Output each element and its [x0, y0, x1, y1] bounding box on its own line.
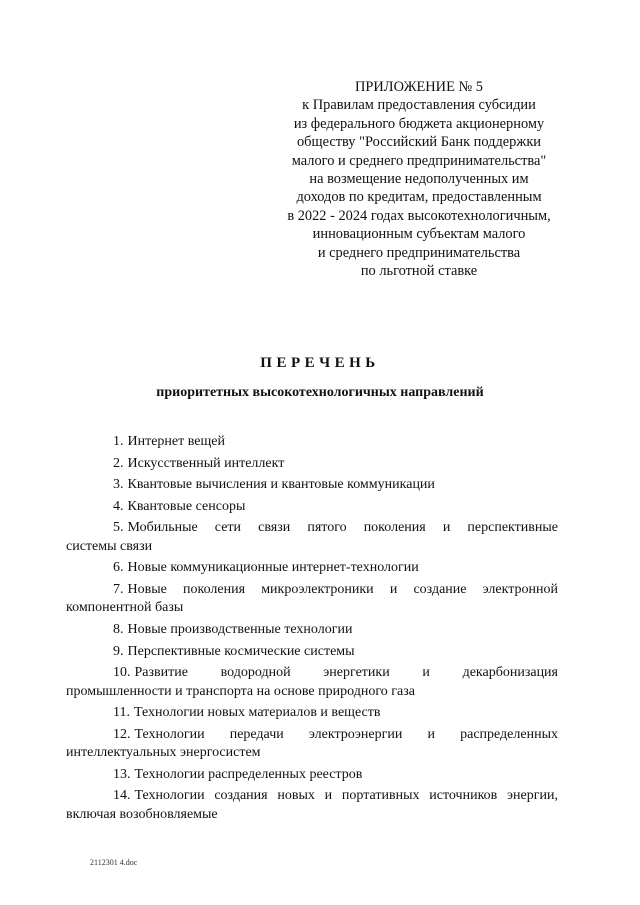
item-text: Новые производственные технологии — [127, 621, 353, 637]
item-text: Мобильные сети связи пятого поколения и перспективные — [127, 520, 558, 536]
list-item — [66, 455, 558, 473]
item-number: 12. — [113, 726, 131, 742]
list-item — [66, 787, 558, 824]
item-number: 2. — [113, 455, 124, 471]
item-text: Технологии распределенных реестров — [134, 766, 363, 782]
item-number: 3. — [113, 477, 124, 493]
item-number: 4. — [113, 498, 124, 514]
item-text: Квантовые вычисления и квантовые коммуникации — [127, 477, 435, 493]
appendix-line: обществу "Российский Банк поддержки — [296, 134, 542, 151]
item-text: Технологии новых материалов и веществ — [133, 705, 381, 721]
item-number: 8. — [113, 621, 124, 637]
item-text: Новые коммуникационные интернет-технологии — [127, 560, 419, 576]
item-text: Искусственный интеллект — [127, 455, 285, 471]
appendix-line: на возмещение недополученных им — [309, 171, 529, 188]
list-item — [66, 664, 558, 701]
item-text: Перспективные космические системы — [127, 643, 355, 659]
appendix-line: доходов по кредитам, предоставленным — [296, 189, 542, 206]
list-item — [66, 766, 558, 784]
item-number: 14. — [113, 788, 131, 804]
list-item — [66, 476, 558, 494]
item-text-continuation: промышленности и транспорта на основе природного газа — [66, 683, 415, 699]
item-text: Интернет вещей — [127, 434, 225, 449]
item-text: Технологии передачи электроэнергии и распределенных — [134, 726, 558, 742]
item-number: 10. — [113, 665, 131, 681]
appendix-line: по льготной ставке — [360, 263, 478, 280]
directions-list — [66, 433, 558, 827]
list-item — [66, 726, 558, 763]
appendix-line: из федерального бюджета акционерному — [293, 115, 545, 132]
item-number: 5. — [113, 520, 124, 536]
item-number: 7. — [113, 581, 124, 597]
item-number: 9. — [113, 643, 124, 659]
appendix-line: и среднего предпринимательства — [317, 244, 521, 261]
appendix-line: малого и среднего предпринимательства" — [291, 152, 547, 169]
list-item — [66, 433, 558, 451]
item-number: 11. — [113, 705, 130, 721]
list-item — [66, 581, 558, 618]
appendix-header — [262, 78, 576, 280]
item-text: Технологии создания новых и портативных источников энергии, — [134, 788, 558, 804]
list-item — [66, 498, 558, 516]
appendix-line: инновационным субъектам малого — [312, 226, 526, 243]
item-text-continuation: системы связи — [66, 538, 153, 554]
item-text-continuation: интеллектуальных энергосистем — [66, 745, 261, 761]
list-item — [66, 643, 558, 661]
item-text: Новые поколения микроэлектроники и создание электронной — [127, 581, 558, 597]
list-item — [66, 621, 558, 639]
appendix-line: к Правилам предоставления субсидии — [302, 97, 536, 114]
document-subtitle: приоритетных высокотехнологичных направлений — [156, 385, 484, 400]
item-number: 1. — [113, 434, 124, 449]
item-text: Развитие водородной энергетики и декарбонизация — [134, 665, 558, 681]
list-item — [66, 559, 558, 577]
item-number: 13. — [113, 766, 131, 782]
item-number: 6. — [113, 560, 124, 576]
list-item — [66, 704, 558, 722]
item-text: Квантовые сенсоры — [127, 498, 246, 514]
appendix-line: в 2022 - 2024 годах высокотехнологичным, — [287, 207, 551, 224]
list-item — [66, 519, 558, 556]
item-text-continuation: включая возобновляемые — [66, 806, 218, 822]
item-text-continuation: компонентной базы — [66, 600, 184, 616]
file-name-footer: 2112301 4.doc — [90, 858, 138, 867]
document-title: ПЕРЕЧЕНЬ — [260, 355, 380, 371]
appendix-line: ПРИЛОЖЕНИЕ № 5 — [355, 79, 483, 95]
